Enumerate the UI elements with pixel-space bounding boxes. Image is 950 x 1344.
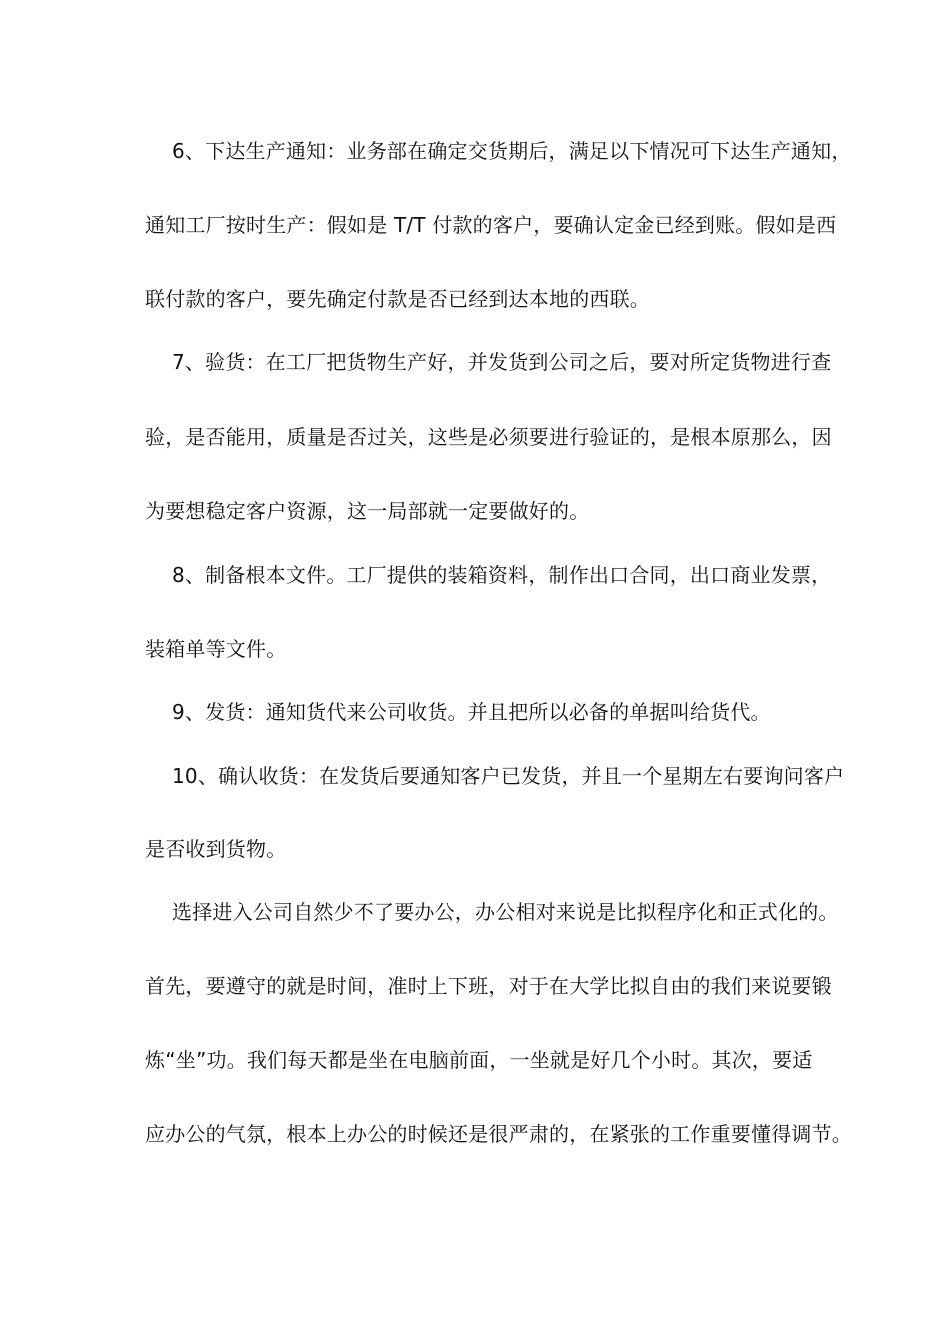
paragraph-line: 联付款的客户，要先确定付款是否已经到达本地的西联。 [145, 287, 650, 311]
paragraph-line: 10、确认收货：在发货后要通知客户已发货，并且一个星期左右要询问客户 [172, 764, 845, 788]
paragraph-line: 应办公的气氛，根本上办公的时候还是很严肃的，在紧张的工作重要懂得调节。 [145, 1122, 852, 1146]
paragraph-line: 验，是否能用，质量是否过关，这些是必须要进行验证的，是根本原那么，因 [145, 425, 832, 449]
paragraph-line: 选择进入公司自然少不了要办公，办公相对来说是比拟程序化和正式化的。 [172, 900, 839, 924]
paragraph-line: 6、下达生产通知：业务部在确定交货期后，满足以下情况可下达生产通知， [172, 139, 852, 163]
paragraph-line: 是否收到货物。 [145, 837, 287, 861]
paragraph-line: 炼“坐”功。我们每天都是坐在电脑前面，一坐就是好几个小时。其次，要适 [145, 1048, 813, 1072]
paragraph-line: 通知工厂按时生产：假如是 T/T 付款的客户，要确认定金已经到账。假如是西 [145, 213, 837, 237]
paragraph-line: 为要想稳定客户资源，这一局部就一定要做好的。 [145, 499, 590, 523]
paragraph-line: 装箱单等文件。 [145, 637, 287, 661]
paragraph-line: 9、发货：通知货代来公司收货。并且把所以必备的单据叫给货代。 [172, 700, 771, 724]
paragraph-line: 首先，要遵守的就是时间，准时上下班，对于在大学比拟自由的我们来说要锻 [145, 974, 832, 998]
paragraph-line: 7、验货：在工厂把货物生产好，并发货到公司之后，要对所定货物进行查 [172, 350, 832, 374]
paragraph-line: 8、制备根本文件。工厂提供的装箱资料，制作出口合同，出口商业发票， [172, 563, 832, 587]
